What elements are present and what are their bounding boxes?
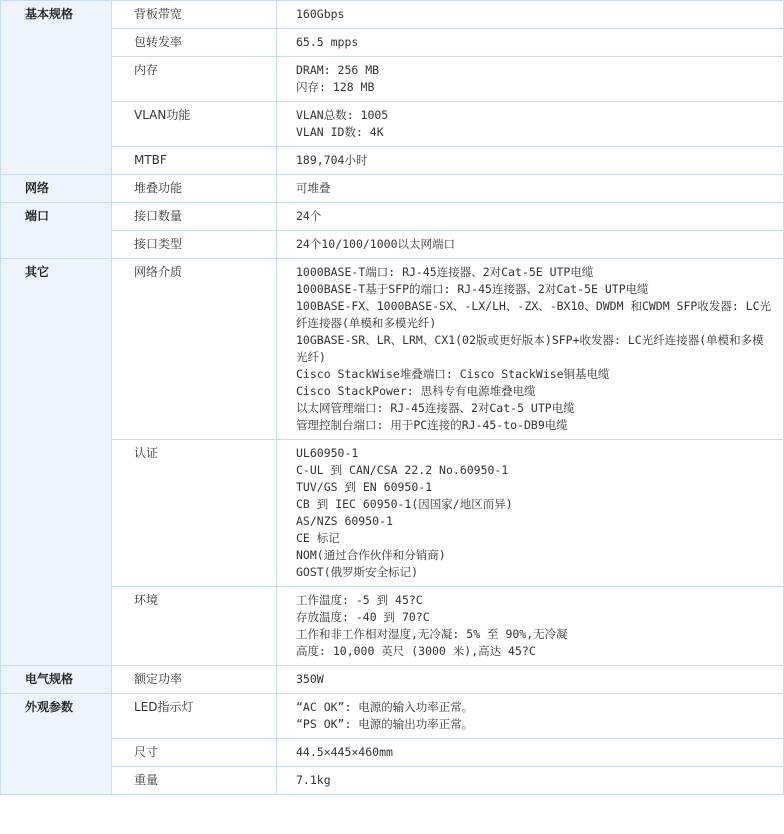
spec-value-line: VLAN ID数: 4K xyxy=(296,125,384,139)
spec-value-line: 24个 xyxy=(296,209,322,223)
spec-value xyxy=(277,259,784,440)
spec-value-line: CB 到 IEC 60950-1(因国家/地区而异) xyxy=(296,497,513,511)
spec-value-line: 7.1kg xyxy=(296,773,331,787)
spec-value xyxy=(277,102,784,147)
spec-value-line: 65.5 mpps xyxy=(296,35,359,49)
spec-label: 重量 xyxy=(112,767,277,795)
spec-row xyxy=(1,1,784,29)
spec-label: 认证 xyxy=(112,440,277,587)
spec-row xyxy=(1,29,784,57)
spec-row xyxy=(1,102,784,147)
spec-value-line: 工作和非工作相对湿度,无冷凝: 5% 至 90%,无冷凝 xyxy=(296,627,568,641)
spec-row xyxy=(1,203,784,231)
spec-value xyxy=(277,231,784,259)
spec-label: 包转发率 xyxy=(112,29,277,57)
spec-label: LED指示灯 xyxy=(112,694,277,739)
spec-value-line: NOM(通过合作伙伴和分销商) xyxy=(296,548,446,562)
spec-row xyxy=(1,739,784,767)
category-label: 网络 xyxy=(1,175,112,203)
spec-row xyxy=(1,694,784,739)
spec-value xyxy=(277,1,784,29)
spec-label: 尺寸 xyxy=(112,739,277,767)
spec-value xyxy=(277,767,784,795)
spec-value-line: 100BASE-FX、1000BASE-SX、-LX/LH、-ZX、-BX10、DWDM 和CWDM SFP收发器: LC光纤连接器(单模和多模光纤) xyxy=(296,299,772,330)
spec-label: MTBF xyxy=(112,147,277,175)
category-label: 电气规格 xyxy=(1,666,112,694)
spec-value xyxy=(277,57,784,102)
spec-value-line: Cisco StackWise堆叠端口: Cisco StackWise铜基电缆 xyxy=(296,367,610,381)
spec-value xyxy=(277,739,784,767)
spec-row xyxy=(1,147,784,175)
spec-value-line: VLAN总数: 1005 xyxy=(296,108,389,122)
spec-value-line: 以太网管理端口: RJ-45连接器、2对Cat-5 UTP电缆 xyxy=(296,401,575,415)
spec-label: 内存 xyxy=(112,57,277,102)
spec-value-line: 160Gbps xyxy=(296,7,345,21)
spec-label: 环境 xyxy=(112,587,277,666)
spec-value-line: 可堆叠 xyxy=(296,181,331,195)
category-label: 外观参数 xyxy=(1,694,112,795)
spec-value-line: 24个10/100/1000以太网端口 xyxy=(296,237,456,251)
spec-value xyxy=(277,694,784,739)
spec-value xyxy=(277,587,784,666)
spec-value-line: “PS OK”: 电源的输出功率正常。 xyxy=(296,717,474,731)
spec-value xyxy=(277,666,784,694)
spec-value-line: 10GBASE-SR、LR、LRM、CX1(02版或更好版本)SFP+收发器: LC光纤连接器(单模和多模光纤) xyxy=(296,333,764,364)
spec-value-line: TUV/GS 到 EN 60950-1 xyxy=(296,480,433,494)
spec-value-line: 工作温度: -5 到 45?C xyxy=(296,593,423,607)
spec-label: 堆叠功能 xyxy=(112,175,277,203)
spec-value-line: 存放温度: -40 到 70?C xyxy=(296,610,430,624)
spec-value-line: 1000BASE-T端口: RJ-45连接器、2对Cat-5E UTP电缆 xyxy=(296,265,594,279)
spec-value-line: UL60950-1 xyxy=(296,446,359,460)
category-label: 端口 xyxy=(1,203,112,259)
spec-row xyxy=(1,666,784,694)
spec-value xyxy=(277,175,784,203)
spec-value-line: 高度: 10,000 英尺 (3000 米),高达 45?C xyxy=(296,644,536,658)
spec-row xyxy=(1,587,784,666)
spec-value-line: 44.5×445×460mm xyxy=(296,745,393,759)
spec-value-line: “AC OK”: 电源的输入功率正常。 xyxy=(296,700,474,714)
category-label: 其它 xyxy=(1,259,112,666)
spec-value xyxy=(277,29,784,57)
spec-value-line: AS/NZS 60950-1 xyxy=(296,514,393,528)
spec-label: 背板带宽 xyxy=(112,1,277,29)
spec-value-line: 1000BASE-T基于SFP的端口: RJ-45连接器、2对Cat-5E UTP电缆 xyxy=(296,282,649,296)
category-label: 基本规格 xyxy=(1,1,112,175)
spec-row xyxy=(1,767,784,795)
spec-value-line: C-UL 到 CAN/CSA 22.2 No.60950-1 xyxy=(296,463,509,477)
spec-value-line: DRAM: 256 MB xyxy=(296,63,380,77)
spec-row xyxy=(1,440,784,587)
spec-value-line: GOST(俄罗斯安全标记) xyxy=(296,565,419,579)
spec-row xyxy=(1,259,784,440)
spec-label: 接口数量 xyxy=(112,203,277,231)
spec-value-line: CE 标记 xyxy=(296,531,340,545)
spec-row xyxy=(1,231,784,259)
spec-value-line: 350W xyxy=(296,672,324,686)
spec-value xyxy=(277,147,784,175)
spec-value-line: 189,704小时 xyxy=(296,153,368,167)
spec-label: 网络介质 xyxy=(112,259,277,440)
spec-value-line: Cisco StackPower: 思科专有电源堆叠电缆 xyxy=(296,384,536,398)
spec-value xyxy=(277,440,784,587)
spec-label: VLAN功能 xyxy=(112,102,277,147)
spec-value xyxy=(277,203,784,231)
spec-label: 接口类型 xyxy=(112,231,277,259)
spec-table-body xyxy=(1,1,784,795)
spec-value-line: 管理控制台端口: 用于PC连接的RJ-45-to-DB9电缆 xyxy=(296,418,568,432)
spec-row xyxy=(1,57,784,102)
spec-row xyxy=(1,175,784,203)
spec-value-line: 闪存: 128 MB xyxy=(296,80,375,94)
spec-label: 额定功率 xyxy=(112,666,277,694)
